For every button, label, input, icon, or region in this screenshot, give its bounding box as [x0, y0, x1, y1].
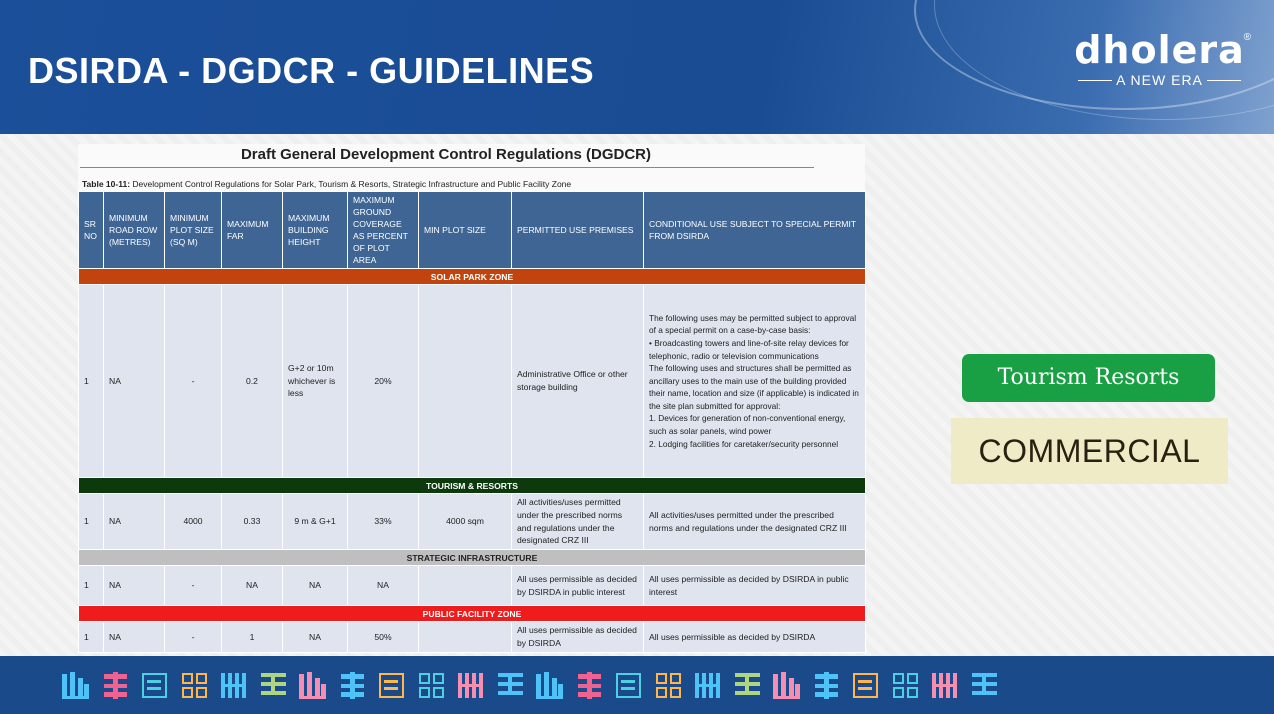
logo-wordmark: dholera — [1074, 28, 1245, 72]
table-cell: NA — [348, 566, 419, 606]
solar-icon — [732, 670, 763, 701]
table-cell: NA — [104, 566, 165, 606]
regulations-table — [78, 191, 866, 653]
building-icon — [534, 670, 565, 701]
zone-header-row — [79, 269, 866, 285]
zone-header-row — [79, 550, 866, 566]
transport-icon — [416, 670, 447, 701]
table-cell: 1 — [79, 285, 104, 478]
table-cell: 1 — [222, 622, 283, 653]
column-header: MAXIMUM GROUND COVERAGE AS PERCENT OF PLOT AREA — [348, 192, 419, 269]
column-header: MINIMUM PLOT SIZE (SQ M) — [165, 192, 222, 269]
table-caption-label: Table 10-11: — [82, 179, 131, 189]
table-cell: 1 — [79, 494, 104, 550]
crossed-tools-icon — [100, 670, 131, 701]
table-cell: 4000 sqm — [419, 494, 512, 550]
factory-icon — [218, 670, 249, 701]
table-cell: - — [165, 285, 222, 478]
table-cell — [419, 285, 512, 478]
table-caption-text: Development Control Regulations for Solar Park, Tourism & Resorts, Strategic Infrastructure and Public Facility Zone — [130, 179, 572, 189]
table-cell: All activities/uses permitted under the prescribed norms and regulations under the designated CRZ III — [644, 494, 866, 550]
housing-icon — [811, 670, 842, 701]
title-divider — [80, 167, 814, 168]
table-cell: 0.33 — [222, 494, 283, 550]
park-icon — [139, 670, 170, 701]
logo-registered-mark: ® — [1243, 32, 1251, 43]
commercial-badge: COMMERCIAL — [951, 418, 1228, 484]
table-cell: NA — [283, 566, 348, 606]
table-cell: NA — [222, 566, 283, 606]
column-header: MINIMUM ROAD ROW (METRES) — [104, 192, 165, 269]
people-icon — [850, 670, 881, 701]
table-cell: All uses permissible as decided by DSIRDA in public interest — [644, 566, 866, 606]
solar-icon — [258, 670, 289, 701]
table-cell: 1 — [79, 622, 104, 653]
table-cell: NA — [104, 494, 165, 550]
table-cell — [419, 566, 512, 606]
table-cell: NA — [283, 622, 348, 653]
diamond-road-icon — [771, 670, 802, 701]
dholera-logo — [1062, 30, 1257, 90]
grid-icon — [969, 670, 1000, 701]
housing-icon — [337, 670, 368, 701]
diamond-road-icon — [297, 670, 328, 701]
transport-icon — [890, 670, 921, 701]
document-icon — [455, 670, 486, 701]
table-cell: All activities/uses permitted under the prescribed norms and regulations under the designated CRZ III — [512, 494, 644, 550]
column-header: MAXIMUM FAR — [222, 192, 283, 269]
document-icon — [929, 670, 960, 701]
column-header: PERMITTED USE PREMISES — [512, 192, 644, 269]
document-title: Draft General Development Control Regulations (DGDCR) — [240, 146, 652, 163]
table-cell: 4000 — [165, 494, 222, 550]
page-title: DSIRDA - DGDCR - GUIDELINES — [28, 50, 595, 91]
table-cell: 9 m & G+1 — [283, 494, 348, 550]
column-header: SR NO — [79, 192, 104, 269]
people-icon — [376, 670, 407, 701]
building-icon — [60, 670, 91, 701]
table-cell: 33% — [348, 494, 419, 550]
table-cell: G+2 or 10m whichever is less — [283, 285, 348, 478]
zone-header-row — [79, 478, 866, 494]
tourism-resorts-badge: Tourism Resorts — [962, 354, 1215, 402]
table-cell: - — [165, 622, 222, 653]
column-header: CONDITIONAL USE SUBJECT TO SPECIAL PERMIT FROM DSIRDA — [644, 192, 866, 269]
footer-icon-row — [60, 670, 1000, 701]
table-row — [79, 622, 866, 653]
zone-header-row — [79, 606, 866, 622]
column-header: MAXIMUM BUILDING HEIGHT — [283, 192, 348, 269]
zone-label: TOURISM & RESORTS — [79, 478, 866, 494]
table-cell: - — [165, 566, 222, 606]
table-cell: All uses permissible as decided by DSIRDA — [512, 622, 644, 653]
table-cell — [419, 622, 512, 653]
zone-label: PUBLIC FACILITY ZONE — [79, 606, 866, 622]
factory-icon — [692, 670, 723, 701]
table-row — [79, 285, 866, 478]
table-cell: All uses permissible as decided by DSIRDA in public interest — [512, 566, 644, 606]
table-cell: 50% — [348, 622, 419, 653]
table-cell: Administrative Office or other storage building — [512, 285, 644, 478]
family-icon — [179, 670, 210, 701]
park-icon — [613, 670, 644, 701]
table-cell: NA — [104, 285, 165, 478]
grid-icon — [495, 670, 526, 701]
table-row — [79, 566, 866, 606]
logo-tagline-text: A NEW ERA — [1116, 72, 1203, 88]
table-cell: NA — [104, 622, 165, 653]
table-cell: All uses permissible as decided by DSIRDA — [644, 622, 866, 653]
table-cell: 20% — [348, 285, 419, 478]
zone-label: SOLAR PARK ZONE — [79, 269, 866, 285]
table-cell: The following uses may be permitted subject to approval of a special permit on a case-by-case basis: • Broadcasting towers and line-of-site relay devices for telephonic, radio or television communications The following uses and structures shall be permitted as ancillary uses to the main use of the building provided their name, location and size (if applicable) is indicated in the site plan submitted for approval: 1. Devices for generation of non-conventional energy, such as solar panels, wind power 2. Lodging facilities for caretaker/security personnel — [644, 285, 866, 478]
zone-label: STRATEGIC INFRASTRUCTURE — [79, 550, 866, 566]
table-cell: 1 — [79, 566, 104, 606]
family-icon — [653, 670, 684, 701]
logo-tagline — [1062, 72, 1257, 88]
table-header-row — [79, 192, 866, 269]
slide-content — [0, 134, 1274, 656]
table-caption — [82, 179, 571, 189]
column-header: MIN PLOT SIZE — [419, 192, 512, 269]
header-banner — [0, 0, 1274, 134]
crossed-tools-icon — [574, 670, 605, 701]
footer-banner — [0, 656, 1274, 714]
table-cell: 0.2 — [222, 285, 283, 478]
document-image — [78, 144, 865, 648]
table-row — [79, 494, 866, 550]
